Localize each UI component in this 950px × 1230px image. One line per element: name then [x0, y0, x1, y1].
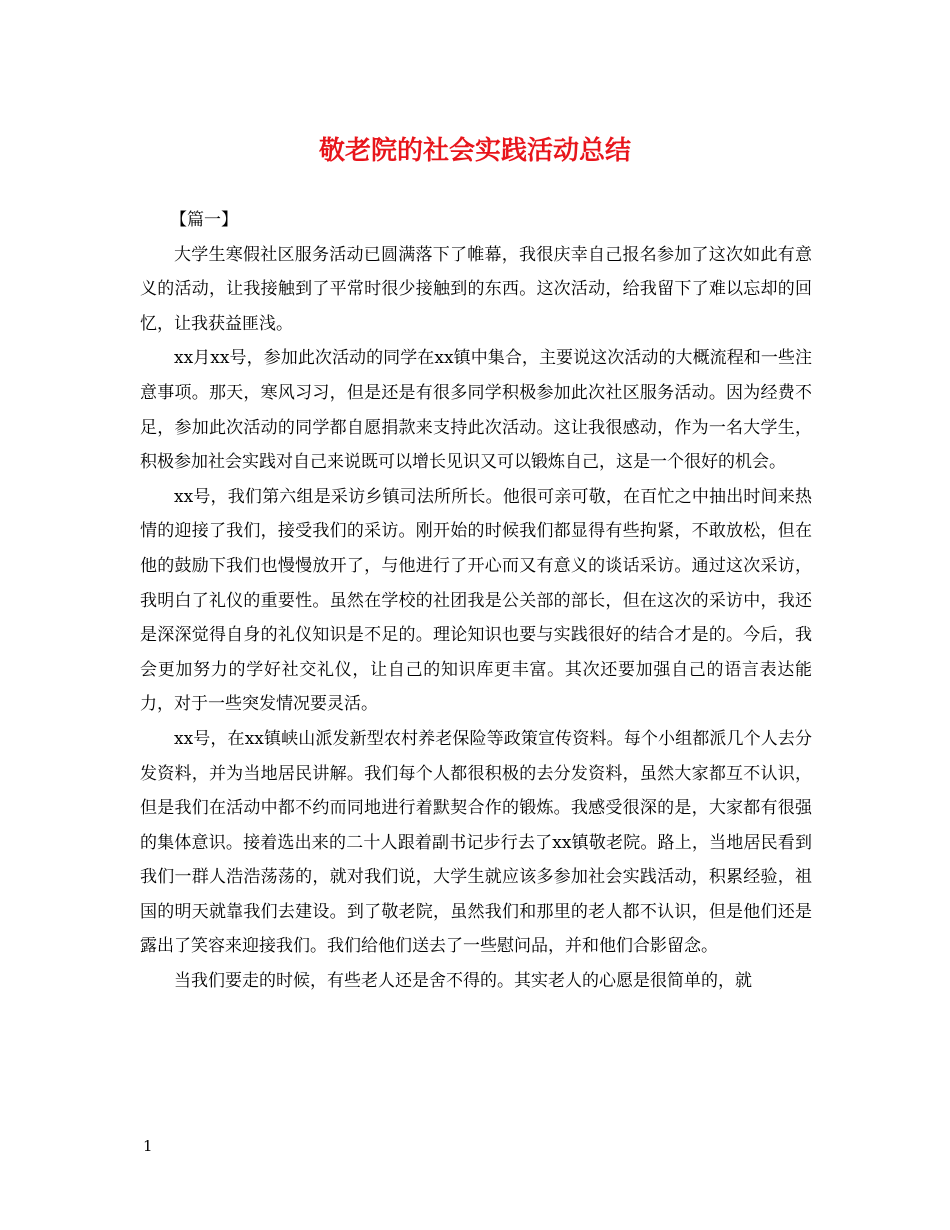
paragraph-2: xx月xx号，参加此次活动的同学在xx镇中集合，主要说这次活动的大概流程和一些注意事项。那天，寒风习习，但是还是有很多同学积极参加此次社区服务活动。因为经费不足，参加此次活动的同学都自愿捐款来支持此次活动。这让我很感动，作为一名大学生，积极参加社会实践对自己来说既可以增长见识又可以锻炼自己，这是一个很好的机会。	[140, 348, 812, 473]
paragraph-1: 大学生寒假社区服务活动已圆满落下了帷幕，我很庆幸自己报名参加了这次如此有意义的活动，让我接触到了平常时很少接触到的东西。这次活动，给我留下了难以忘却的回忆，让我获益匪浅。	[140, 244, 812, 334]
page-number: 1	[143, 1137, 153, 1155]
section-label: 【篇一】	[170, 210, 238, 230]
paragraph-5: 当我们要走的时候，有些老人还是舍不得的。其实老人的心愿是很简单的，就	[174, 971, 752, 992]
paragraph-4: xx号，在xx镇峡山派发新型农村养老保险等政策宣传资料。每个小组都派几个人去分发资料，并为当地居民讲解。我们每个人都很积极的去分发资料，虽然大家都互不认识，但是我们在活动中都不约而同地进行着默契合作的锻炼。我感受很深的是，大家都有很强的集体意识。接着选出来的二十人跟着副书记步行去了xx镇敬老院。路上，当地居民看到我们一群人浩浩荡荡的，就对我们说，大学生就应该多参加社会实践活动，积累经验，祖国的明天就靠我们去建设。到了敬老院，虽然我们和那里的老人都不认识，但是他们还是露出了笑容来迎接我们。我们给他们送去了一些慰问品，并和他们合影留念。	[140, 728, 812, 957]
document-body	[140, 203, 812, 999]
document-title: 敬老院的社会实践活动总结	[318, 136, 631, 166]
paragraph-3: xx号，我们第六组是采访乡镇司法所所长。他很可亲可敬，在百忙之中抽出时间来热情的迎接了我们，接受我们的采访。刚开始的时候我们都显得有些拘紧，不敢放松，但在他的鼓励下我们也慢慢放开了，与他进行了开心而又有意义的谈话采访。通过这次采访，我明白了礼仪的重要性。虽然在学校的社团我是公关部的部长，但在这次的采访中，我还是深深觉得自身的礼仪知识是不足的。理论知识也要与实践很好的结合才是的。今后，我会更加努力的学好社交礼仪，让自己的知识库更丰富。其次还要加强自己的语言表达能力，对于一些突发情况要灵活。	[140, 486, 812, 715]
